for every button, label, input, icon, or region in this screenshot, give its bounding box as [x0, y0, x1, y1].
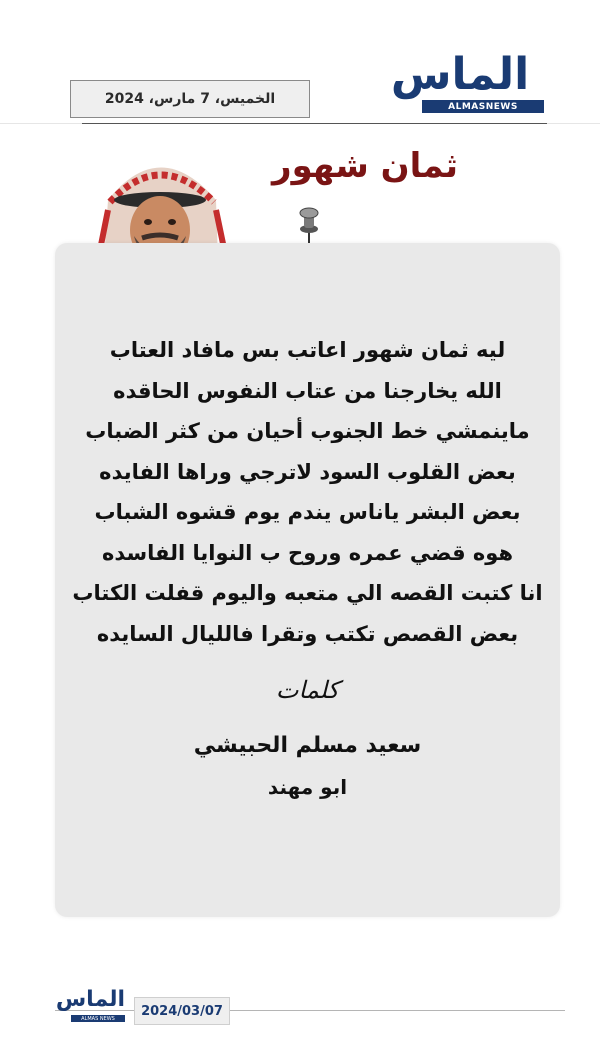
poem-line: الله يخارجنا من عتاب النفوس الحاقده: [113, 378, 502, 403]
header-date: الخميس، 7 مارس، 2024: [70, 80, 310, 118]
poem-line: هوه قضي عمره وروح ب النوايا الفاسده: [101, 540, 514, 565]
poem-line: ماينمشي خط الجنوب أحيان من كثر الضباب: [85, 419, 530, 443]
author-name: سعيد مسلم الحبيشي: [193, 733, 422, 758]
header-rule: [82, 123, 547, 124]
poem-line: انا كتبت القصه الي متعبه واليوم قفلت الكتاب: [72, 581, 543, 605]
footer-logo-wordmark: الماس: [55, 987, 125, 1012]
poem-line: بعض البشر ياناس يندم يوم قشوه الشباب: [94, 500, 521, 524]
almas-logo[interactable]: [376, 49, 544, 117]
poem-line: بعض القصص تكتب وتقرا فالليال السايده: [96, 621, 519, 646]
header-rule-right: [547, 123, 600, 124]
article-title: ثمان شهور: [272, 146, 458, 186]
footer-logo[interactable]: [55, 987, 125, 1025]
footer-date: 2024/03/07: [134, 997, 230, 1025]
logo-band: ALMASNEWS: [422, 100, 544, 113]
credit-label: كلمات: [275, 676, 340, 704]
footer-logo-band: ALMAS NEWS: [71, 1015, 125, 1022]
poem-line: بعض القلوب السود لاترجي وراها الفايده: [99, 459, 516, 484]
author-nickname: ابو مهند: [267, 775, 348, 799]
header-rule-left: [0, 123, 82, 124]
poem-line: ليه ثمان شهور اعاتب بس مافاد العتاب: [109, 338, 506, 362]
pushpin-icon: [296, 205, 322, 247]
footer-rule: [55, 1010, 565, 1011]
logo-wordmark: الماس: [390, 49, 530, 100]
poem-body: [55, 330, 560, 654]
